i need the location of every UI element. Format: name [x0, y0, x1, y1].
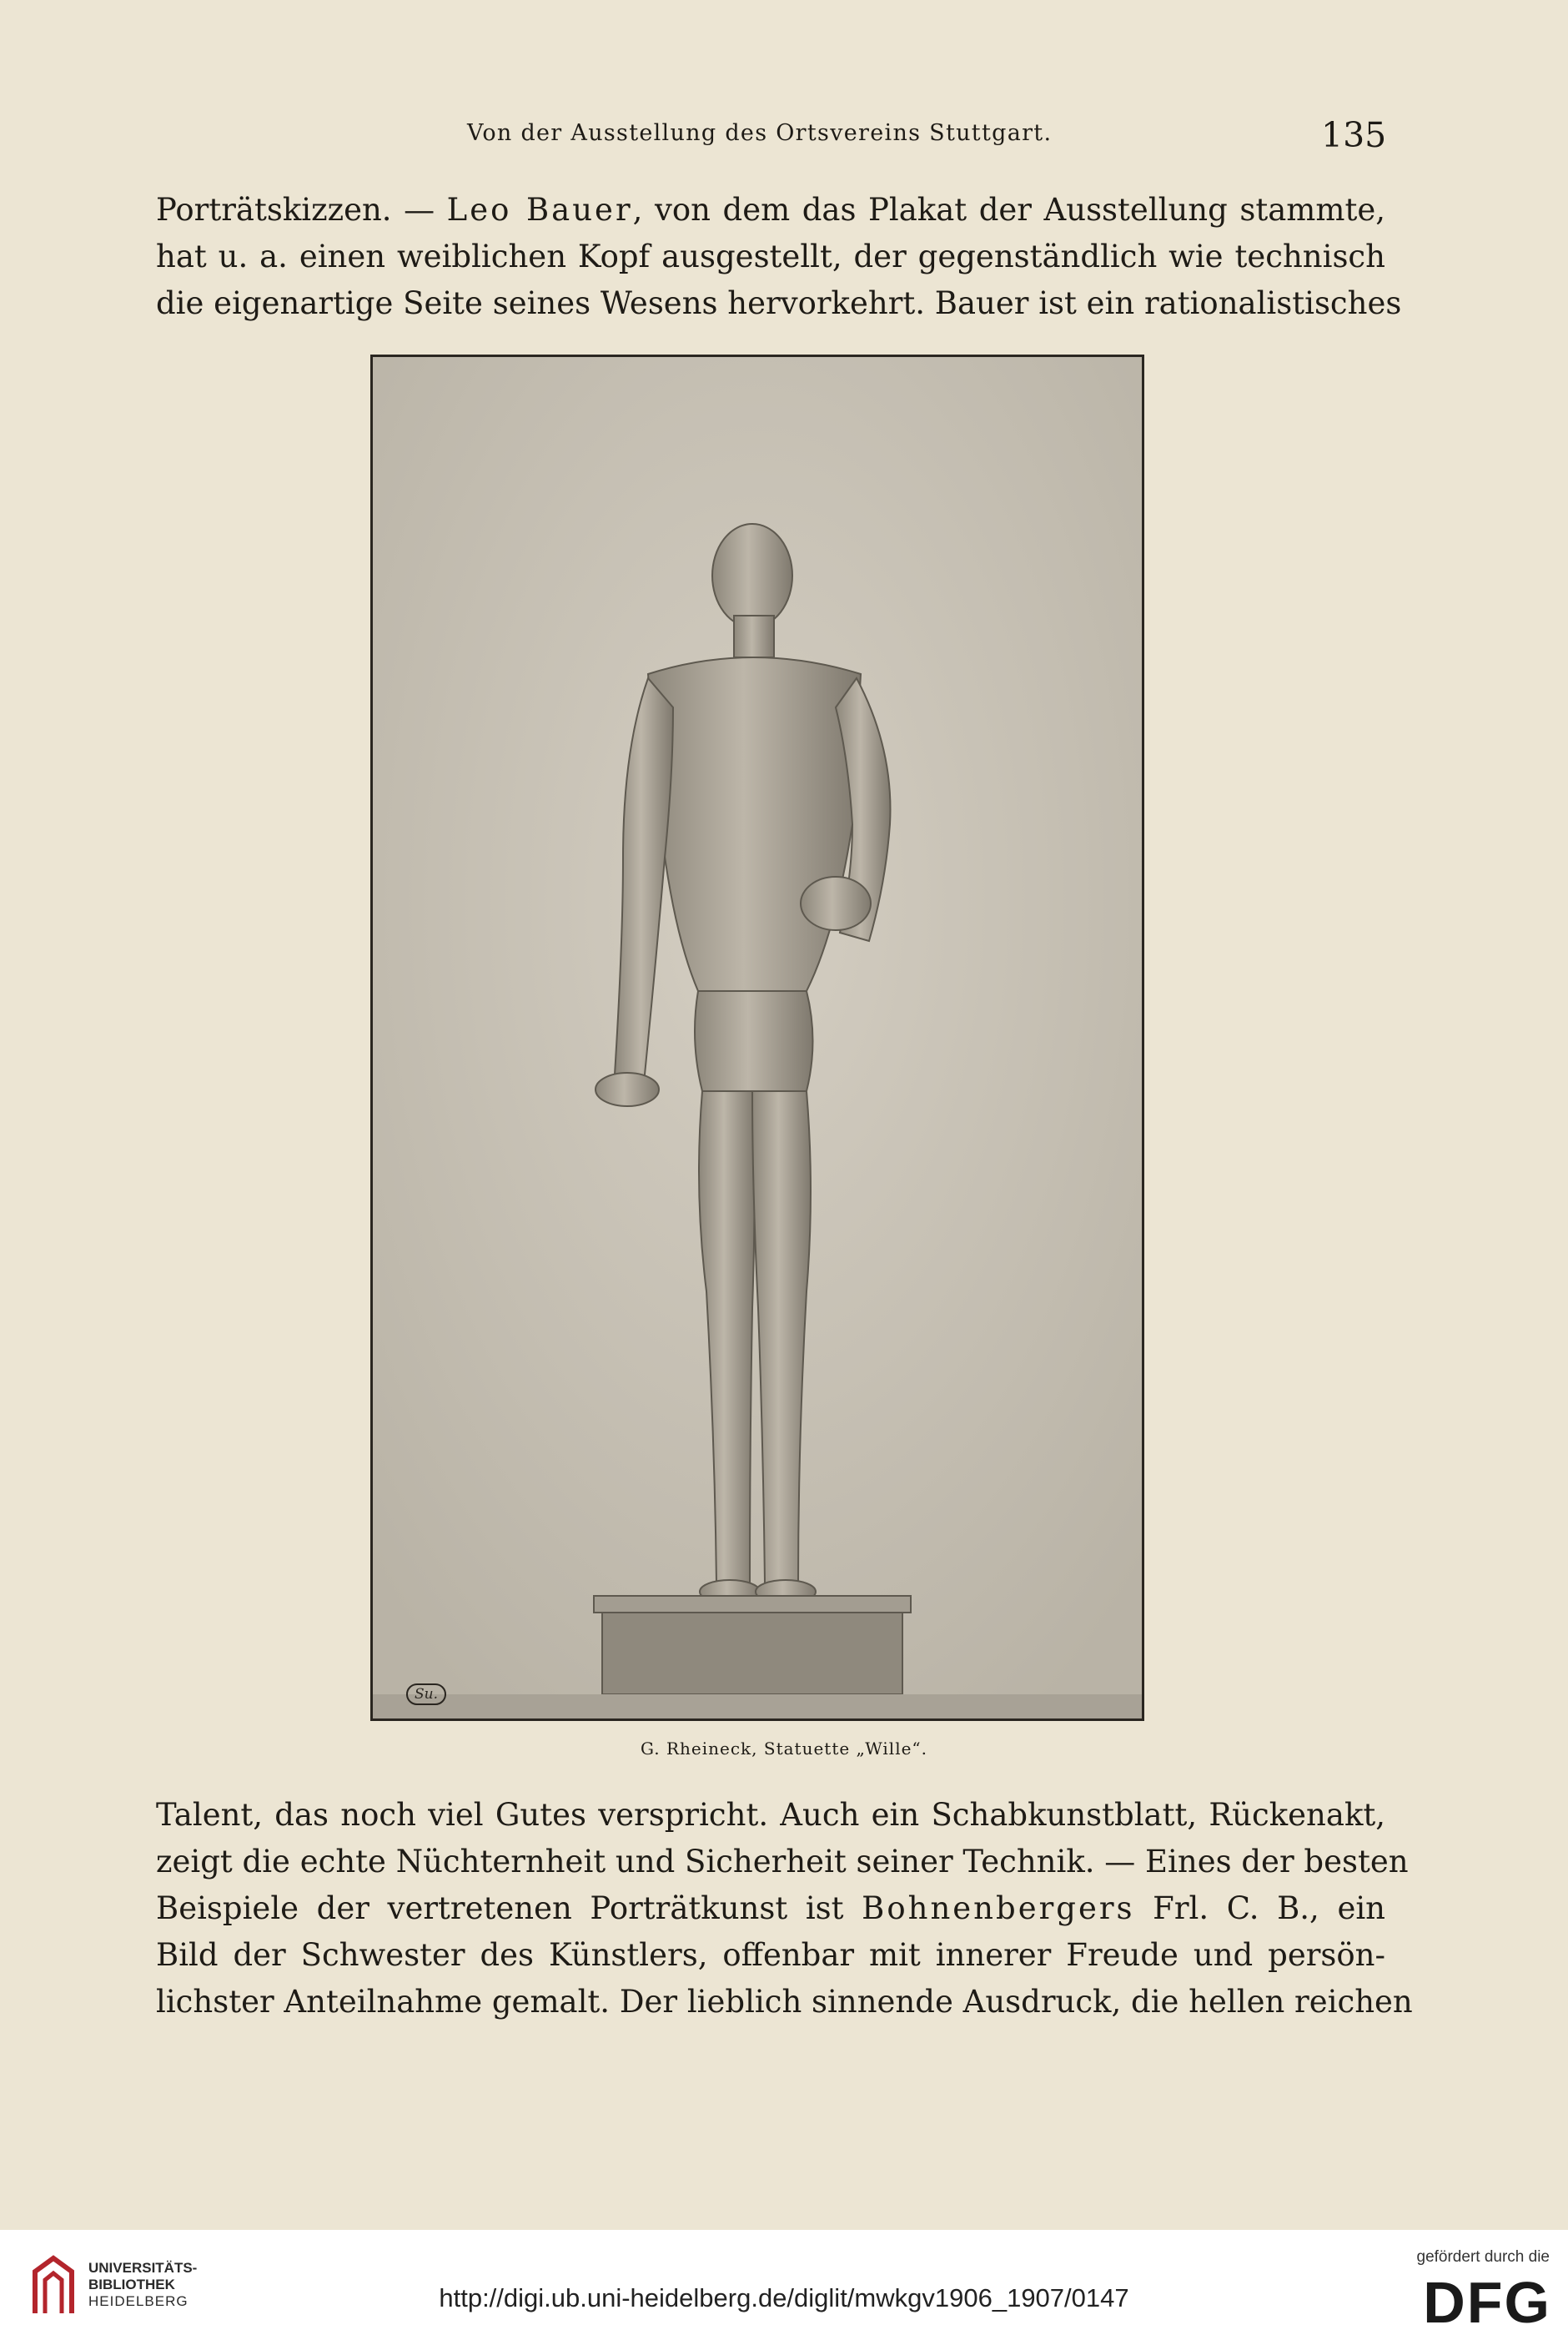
statue-base-top — [594, 1596, 911, 1613]
digitization-footer — [0, 2230, 1568, 2350]
running-title: Von der Ausstellung des Ortsvereins Stuttgart. — [467, 120, 1053, 146]
text-line: zeigt die echte Nüchternheit und Sicherheit seiner Technik. — Eines der besten — [156, 1844, 1409, 1879]
library-name-line: BIBLIOTHEK — [88, 2277, 175, 2292]
artist-name: Leo Bauer — [446, 192, 633, 228]
permalink-url[interactable]: http://digi.ub.uni-heidelberg.de/diglit/mwkgv1906_1907/0147 — [439, 2283, 1129, 2312]
text-line: Talent, das noch viel Gutes verspricht. Auch ein Schabkunstblatt, Rückenakt, — [156, 1797, 1385, 1833]
statue-base — [602, 1613, 902, 1694]
statue-image — [373, 357, 1142, 1718]
text-line: hat u. a. einen weiblichen Kopf ausgestellt, der gegenständlich wie technisch — [156, 239, 1385, 274]
text-run: , von dem das Plakat der Ausstellung stammte, — [632, 192, 1385, 228]
photographer-monogram: Su. — [406, 1683, 446, 1705]
body-paragraph-top — [156, 187, 1402, 327]
figure-caption: G. Rheineck, Statuette „Wille“. — [640, 1739, 928, 1759]
statuette-photograph — [370, 355, 1144, 1721]
text-line: Bild der Schwester des Künstlers, offenbar mit innerer Freude und persön- — [156, 1937, 1385, 1973]
text-line: lichster Anteilnahme gemalt. Der lieblich sinnende Ausdruck, die hellen reichen — [156, 1984, 1413, 2020]
text-run: Frl. C. B., ein — [1134, 1890, 1386, 1926]
funding-note: gefördert durch die — [1416, 2248, 1550, 2266]
library-name-line: HEIDELBERG — [88, 2293, 188, 2309]
dfg-logo: DFG — [1423, 2270, 1551, 2335]
text-line: die eigenartige Seite seines Wesens hervorkehrt. Bauer ist ein rationalistisches — [156, 285, 1402, 321]
page-header — [0, 115, 1568, 165]
text-run: Beispiele der vertretenen Porträtkunst ist — [156, 1890, 862, 1926]
artist-name: Bohnenbergers — [862, 1890, 1135, 1926]
text-run: Porträtskizzen. — — [156, 192, 447, 228]
text-line — [156, 1885, 1385, 1932]
library-name-line: UNIVERSITÄTS- — [88, 2260, 198, 2276]
page-number: 135 — [1321, 115, 1387, 155]
text-line — [156, 187, 1385, 234]
body-paragraph-bottom — [156, 1792, 1413, 2025]
